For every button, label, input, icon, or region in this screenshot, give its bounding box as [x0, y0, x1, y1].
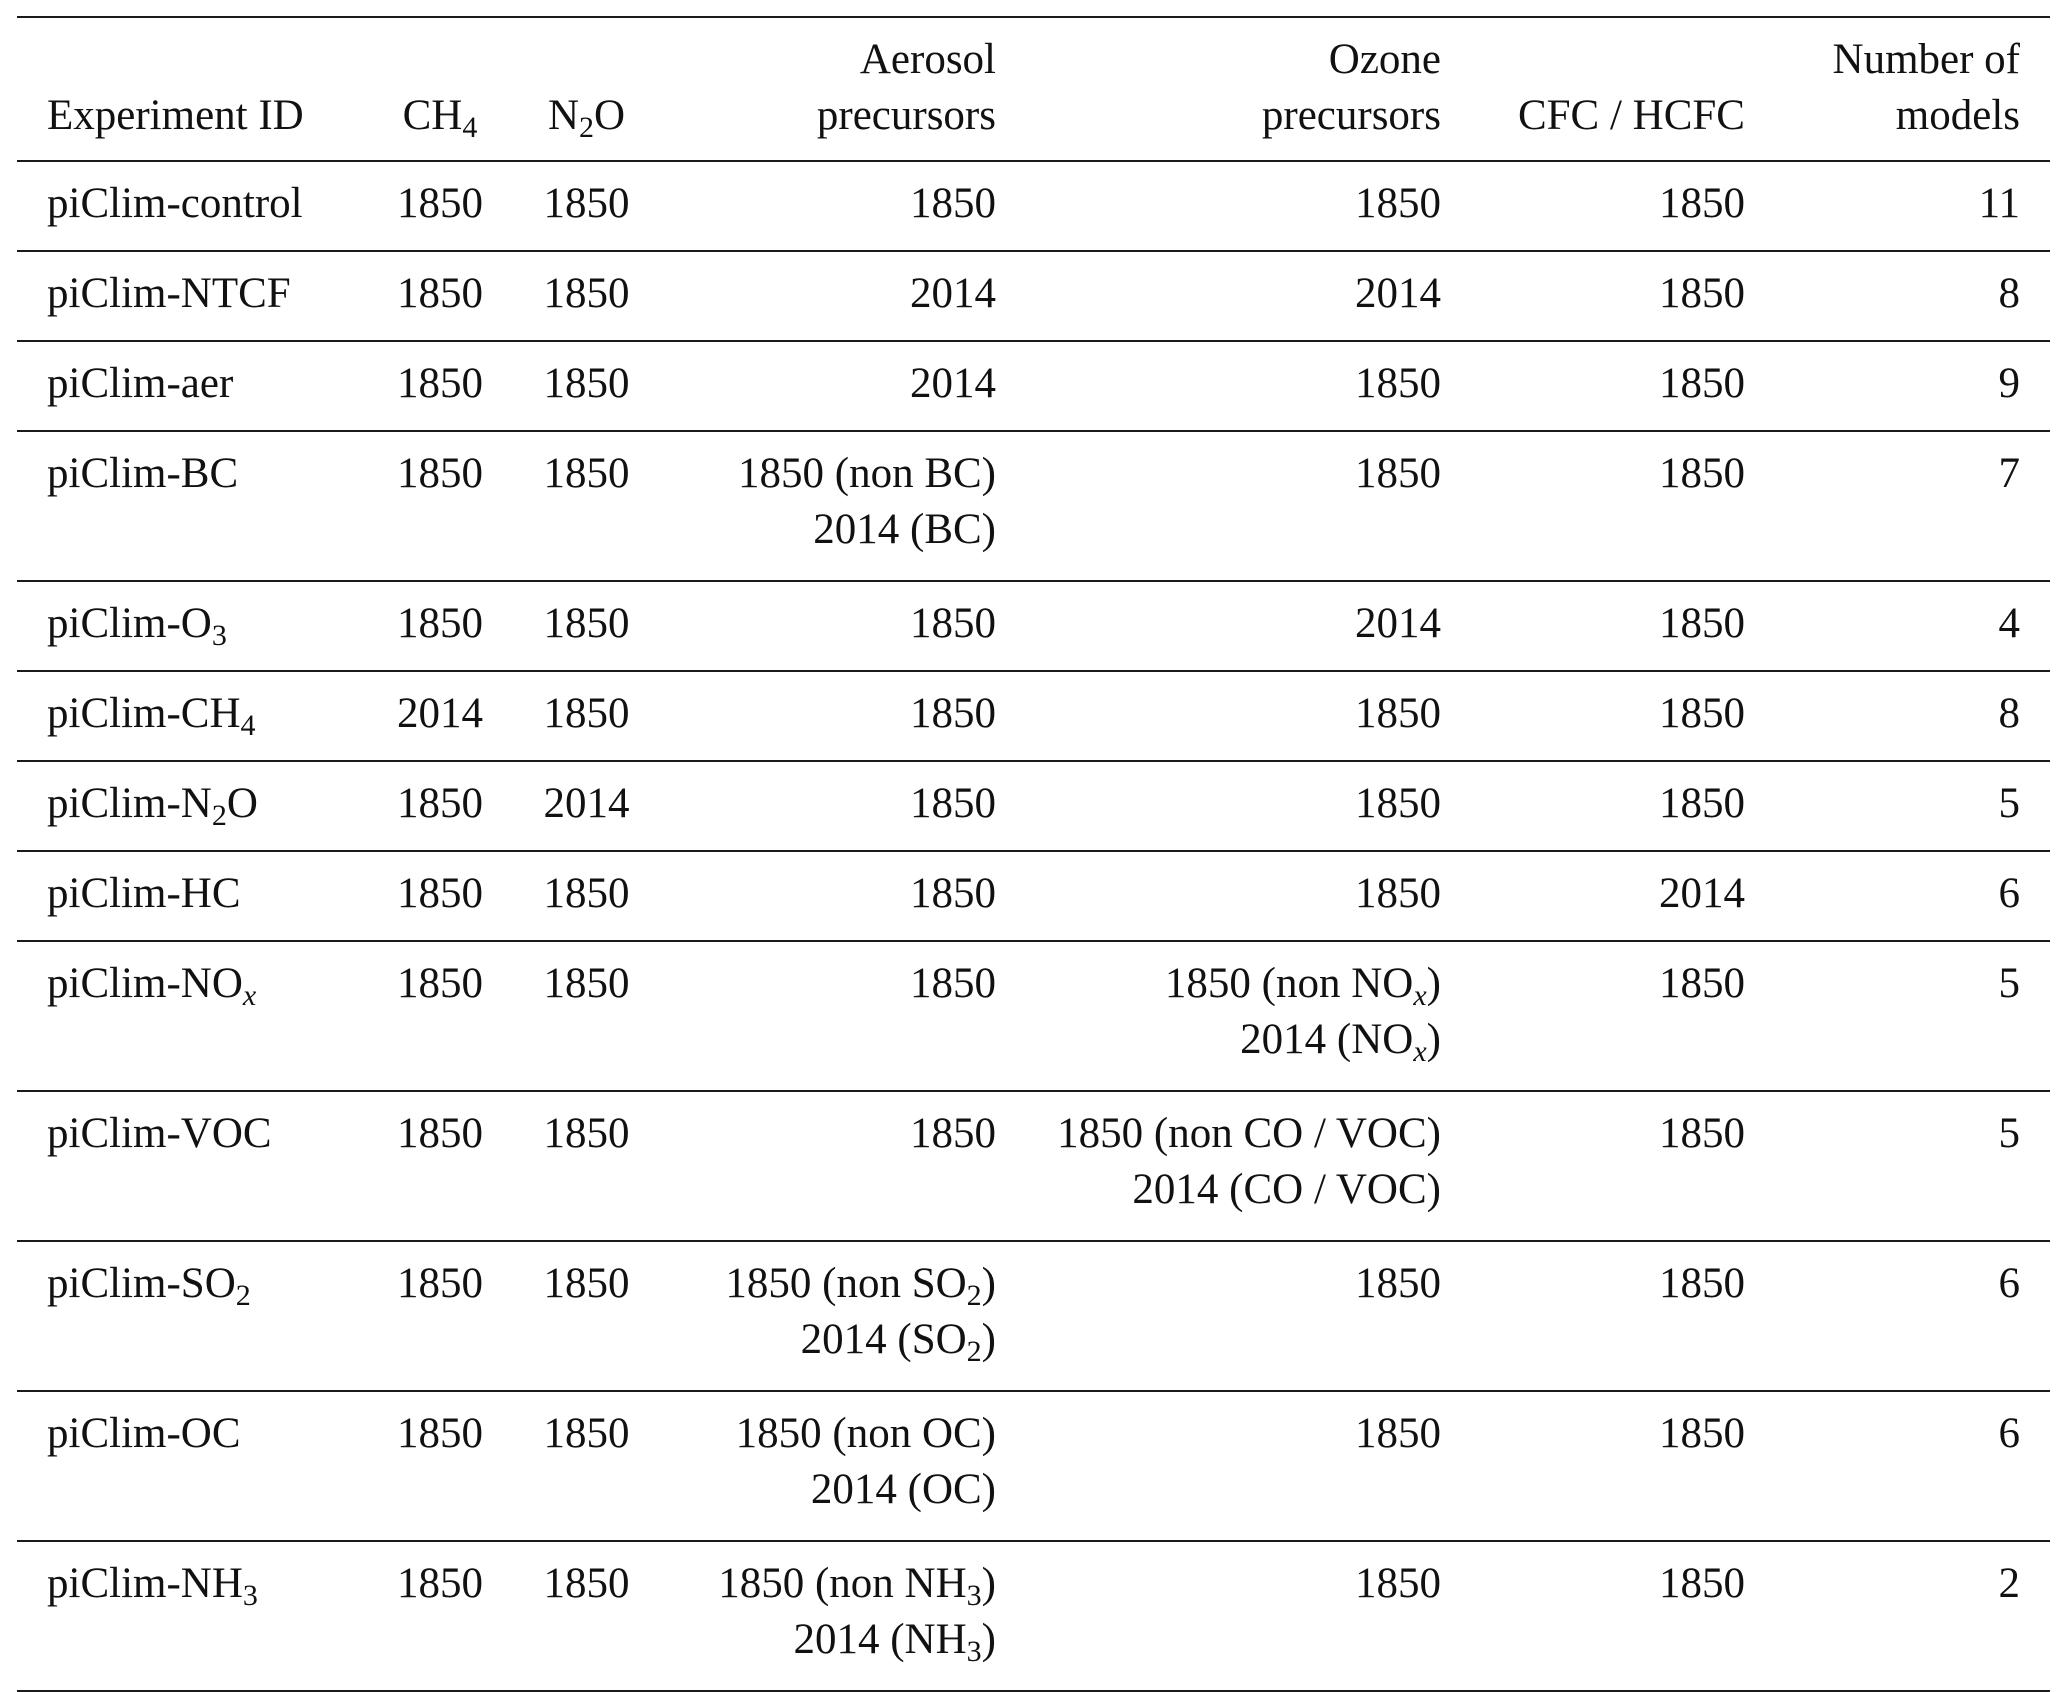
cell-experiment-id [17, 251, 365, 341]
cell-ozone-precursors-line: 1850 [1355, 1260, 1441, 1307]
header-ch4 [365, 17, 515, 161]
header-aerosol-precursors-line: precursors [816, 92, 996, 139]
cell-n2o [515, 251, 658, 341]
cell-n2o-value: 1850 [543, 270, 630, 317]
cell-aerosol-precursors-line: 1850 [910, 960, 996, 1007]
cell-n2o-value: 1850 [543, 1260, 630, 1307]
cell-number-of-models [1785, 251, 2050, 341]
cell-n2o [515, 161, 658, 251]
header-aerosol-precursors [658, 17, 1012, 161]
header-ozone-precursors [1012, 17, 1481, 161]
cell-n2o-value: 1850 [543, 1560, 630, 1607]
header-ozone-precursors-line: precursors [1261, 92, 1441, 139]
header-row [17, 17, 2050, 161]
cell-cfc-hcfc-value: 1850 [1659, 360, 1745, 407]
header-aerosol-precursors-line: Aerosol [859, 36, 996, 83]
cell-number-of-models-value: 11 [1978, 180, 2020, 227]
cell-ozone-precursors [1012, 1391, 1481, 1541]
cell-ch4-value: 1850 [397, 180, 483, 227]
cell-experiment-id [17, 1541, 365, 1691]
cell-number-of-models-value: 6 [1998, 870, 2020, 917]
cell-cfc-hcfc-value: 1850 [1659, 270, 1745, 317]
cell-number-of-models-value: 5 [1998, 1110, 2020, 1157]
cell-n2o-value: 1850 [543, 600, 630, 647]
cell-ch4-value: 1850 [397, 960, 483, 1007]
cell-ch4-value: 1850 [397, 1110, 483, 1157]
cell-ch4-value: 1850 [397, 1560, 483, 1607]
cell-number-of-models-value: 9 [1998, 360, 2020, 407]
cell-aerosol-precursors-line: 1850 [910, 1110, 996, 1157]
cell-experiment-id [17, 1091, 365, 1241]
cell-ozone-precursors-line: 2014 [1355, 270, 1441, 317]
cell-number-of-models [1785, 1091, 2050, 1241]
cell-aerosol-precursors [658, 1391, 1012, 1541]
cell-cfc-hcfc-value: 1850 [1659, 600, 1745, 647]
cell-ch4-value: 1850 [397, 600, 483, 647]
cell-n2o-value: 2014 [543, 780, 630, 827]
cell-ch4 [365, 581, 515, 671]
header-ch4-line: $CH_4$ [402, 92, 478, 144]
table-header [17, 17, 2050, 161]
cell-experiment-id [17, 851, 365, 941]
cell-ozone-precursors-line: 1850 [1355, 450, 1441, 497]
cell-n2o [515, 1541, 658, 1691]
table-row [17, 1091, 2050, 1241]
cell-cfc-hcfc [1481, 671, 1785, 761]
cell-n2o-value: 1850 [543, 1110, 630, 1157]
cell-ozone-precursors-line: 1850 [1355, 1560, 1441, 1607]
cell-aerosol-precursors-line: 1850 [910, 690, 996, 737]
table-row [17, 251, 2050, 341]
cell-number-of-models-value: 6 [1998, 1260, 2020, 1307]
cell-number-of-models [1785, 581, 2050, 671]
cell-cfc-hcfc [1481, 341, 1785, 431]
cell-aerosol-precursors [658, 431, 1012, 581]
cell-aerosol-precursors-line: 2014 $(SO_2)$ [800, 1316, 996, 1368]
cell-experiment-id [17, 341, 365, 431]
cell-aerosol-precursors-line: 1850 (non $NH_3$) [718, 1560, 996, 1612]
cell-cfc-hcfc [1481, 161, 1785, 251]
cell-experiment-id [17, 161, 365, 251]
cell-aerosol-precursors-line: 2014 (OC) [810, 1466, 996, 1513]
cell-cfc-hcfc [1481, 851, 1785, 941]
cell-aerosol-precursors-line: 1850 (non OC) [735, 1410, 996, 1457]
cell-aerosol-precursors-line: 2014 [910, 360, 996, 407]
cell-aerosol-precursors [658, 1091, 1012, 1241]
header-n2o-line: $N_2O$ [547, 92, 626, 144]
cell-experiment-id-value: piClim-NTCF [47, 270, 291, 317]
header-cfc-hcfc [1481, 17, 1785, 161]
cell-cfc-hcfc-value: 1850 [1659, 1410, 1745, 1457]
cell-ozone-precursors [1012, 341, 1481, 431]
cell-ozone-precursors-line: 1850 [1355, 360, 1441, 407]
cell-ozone-precursors-line: 2014 (CO / VOC) [1132, 1166, 1441, 1213]
cell-experiment-id [17, 761, 365, 851]
cell-number-of-models-value: 2 [1998, 1560, 2020, 1607]
cell-ozone-precursors-line: 1850 [1355, 180, 1441, 227]
cell-aerosol-precursors [658, 671, 1012, 761]
cell-number-of-models [1785, 941, 2050, 1091]
cell-ozone-precursors [1012, 161, 1481, 251]
cell-experiment-id [17, 581, 365, 671]
cell-cfc-hcfc [1481, 1391, 1785, 1541]
cell-ch4-value: 1850 [397, 780, 483, 827]
cell-cfc-hcfc-value: 2014 [1659, 870, 1745, 917]
table-row [17, 1241, 2050, 1391]
header-number-of-models [1785, 17, 2050, 161]
cell-experiment-id-value: piClim-BC [47, 450, 239, 497]
cell-aerosol-precursors [658, 161, 1012, 251]
table-row [17, 161, 2050, 251]
cell-experiment-id-value: piClim-OC [47, 1410, 241, 1457]
cell-aerosol-precursors-line: 1850 [910, 870, 996, 917]
cell-cfc-hcfc [1481, 251, 1785, 341]
cell-cfc-hcfc-value: 1850 [1659, 180, 1745, 227]
cell-number-of-models [1785, 671, 2050, 761]
cell-n2o [515, 851, 658, 941]
cell-ch4 [365, 341, 515, 431]
cell-experiment-id [17, 941, 365, 1091]
cell-experiment-id [17, 671, 365, 761]
cell-ch4 [365, 251, 515, 341]
cell-aerosol-precursors-line: 1850 (non BC) [738, 450, 996, 497]
cell-aerosol-precursors [658, 251, 1012, 341]
table-row [17, 671, 2050, 761]
table-row [17, 581, 2050, 671]
cell-aerosol-precursors [658, 1241, 1012, 1391]
cell-ozone-precursors [1012, 251, 1481, 341]
cell-ch4-value: 2014 [397, 690, 483, 737]
cell-n2o-value: 1850 [543, 360, 630, 407]
cell-cfc-hcfc-value: 1850 [1659, 780, 1745, 827]
cell-n2o [515, 341, 658, 431]
cell-ozone-precursors [1012, 671, 1481, 761]
cell-ozone-precursors-line: 1850 [1355, 870, 1441, 917]
cell-ch4 [365, 431, 515, 581]
cell-number-of-models [1785, 161, 2050, 251]
cell-n2o [515, 761, 658, 851]
cell-experiment-id-value: piClim-$NH_3$ [47, 1560, 258, 1612]
cell-n2o [515, 431, 658, 581]
cell-ozone-precursors-line: 1850 (non CO / VOC) [1057, 1110, 1441, 1157]
cell-number-of-models-value: 5 [1998, 780, 2020, 827]
cell-n2o-value: 1850 [543, 870, 630, 917]
header-experiment-id [17, 17, 365, 161]
cell-number-of-models [1785, 761, 2050, 851]
cell-aerosol-precursors-line: 1850 [910, 780, 996, 827]
cell-n2o-value: 1850 [543, 450, 630, 497]
cell-number-of-models-value: 7 [1998, 450, 2020, 497]
cell-number-of-models-value: 4 [1998, 600, 2020, 647]
header-experiment-id-line: Experiment ID [47, 92, 304, 139]
cell-ozone-precursors [1012, 761, 1481, 851]
cell-ozone-precursors-line: 2014 $(NO_x)$ [1240, 1016, 1441, 1068]
cell-ch4-value: 1850 [397, 1260, 483, 1307]
cell-cfc-hcfc-value: 1850 [1659, 1260, 1745, 1307]
cell-experiment-id [17, 1241, 365, 1391]
cell-number-of-models [1785, 1541, 2050, 1691]
cell-experiment-id-value: piClim-$N_2O$ [47, 780, 258, 832]
cell-aerosol-precursors-line: 2014 $(NH_3)$ [793, 1616, 996, 1668]
header-ozone-precursors-line: Ozone [1328, 36, 1441, 83]
cell-cfc-hcfc [1481, 1091, 1785, 1241]
cell-n2o [515, 1391, 658, 1541]
cell-n2o [515, 671, 658, 761]
cell-ch4 [365, 941, 515, 1091]
cell-number-of-models [1785, 1241, 2050, 1391]
cell-n2o [515, 1091, 658, 1241]
cell-experiment-id-value: piClim-$O_3$ [47, 600, 227, 652]
cell-experiment-id-value: piClim-$SO_2$ [47, 1260, 251, 1312]
cell-ch4 [365, 1541, 515, 1691]
table-row [17, 1391, 2050, 1541]
cell-ozone-precursors [1012, 431, 1481, 581]
table-row [17, 1541, 2050, 1691]
table-row [17, 761, 2050, 851]
cell-ch4-value: 1850 [397, 1410, 483, 1457]
cell-ozone-precursors-line: 1850 (non $NO_x$) [1164, 960, 1441, 1012]
cell-cfc-hcfc-value: 1850 [1659, 690, 1745, 737]
header-n2o [515, 17, 658, 161]
cell-ozone-precursors [1012, 1241, 1481, 1391]
cell-cfc-hcfc [1481, 1541, 1785, 1691]
cell-number-of-models-value: 8 [1998, 270, 2020, 317]
experiment-table [17, 16, 2050, 1692]
experiment-table-container [17, 16, 2050, 1692]
cell-number-of-models [1785, 341, 2050, 431]
cell-n2o-value: 1850 [543, 960, 630, 1007]
cell-ch4 [365, 161, 515, 251]
cell-n2o-value: 1850 [543, 180, 630, 227]
cell-aerosol-precursors [658, 941, 1012, 1091]
cell-cfc-hcfc [1481, 431, 1785, 581]
cell-ch4 [365, 851, 515, 941]
cell-ch4-value: 1850 [397, 360, 483, 407]
cell-ch4-value: 1850 [397, 870, 483, 917]
cell-number-of-models-value: 5 [1998, 960, 2020, 1007]
cell-number-of-models-value: 6 [1998, 1410, 2020, 1457]
table-row [17, 431, 2050, 581]
cell-aerosol-precursors-line: 1850 [910, 180, 996, 227]
cell-aerosol-precursors-line: 1850 (non $SO_2$) [725, 1260, 996, 1312]
cell-experiment-id-value: piClim-$NO_x$ [47, 960, 257, 1012]
cell-ch4 [365, 1241, 515, 1391]
cell-ch4 [365, 1091, 515, 1241]
cell-ozone-precursors-line: 1850 [1355, 1410, 1441, 1457]
cell-experiment-id-value: piClim-control [47, 180, 303, 227]
cell-ozone-precursors [1012, 851, 1481, 941]
cell-aerosol-precursors [658, 581, 1012, 671]
cell-n2o [515, 581, 658, 671]
header-cfc-hcfc-line: CFC / HCFC [1517, 92, 1745, 139]
cell-ch4 [365, 761, 515, 851]
cell-aerosol-precursors-line: 2014 [910, 270, 996, 317]
cell-experiment-id-value: piClim-HC [47, 870, 241, 917]
cell-aerosol-precursors-line: 1850 [910, 600, 996, 647]
cell-experiment-id [17, 431, 365, 581]
cell-experiment-id-value: piClim-VOC [47, 1110, 272, 1157]
cell-ch4-value: 1850 [397, 450, 483, 497]
cell-aerosol-precursors [658, 341, 1012, 431]
cell-aerosol-precursors [658, 851, 1012, 941]
cell-ozone-precursors [1012, 1541, 1481, 1691]
cell-aerosol-precursors [658, 1541, 1012, 1691]
table-row [17, 341, 2050, 431]
cell-ch4 [365, 1391, 515, 1541]
cell-n2o [515, 1241, 658, 1391]
cell-cfc-hcfc-value: 1850 [1659, 960, 1745, 1007]
table-row [17, 941, 2050, 1091]
cell-number-of-models [1785, 1391, 2050, 1541]
cell-cfc-hcfc [1481, 941, 1785, 1091]
cell-ch4 [365, 671, 515, 761]
cell-ch4-value: 1850 [397, 270, 483, 317]
cell-cfc-hcfc [1481, 1241, 1785, 1391]
cell-ozone-precursors [1012, 1091, 1481, 1241]
cell-cfc-hcfc-value: 1850 [1659, 1560, 1745, 1607]
cell-n2o [515, 941, 658, 1091]
header-number-of-models-line: models [1895, 92, 2020, 139]
cell-cfc-hcfc-value: 1850 [1659, 1110, 1745, 1157]
cell-cfc-hcfc [1481, 581, 1785, 671]
cell-number-of-models [1785, 851, 2050, 941]
cell-ozone-precursors-line: 1850 [1355, 780, 1441, 827]
cell-aerosol-precursors [658, 761, 1012, 851]
cell-ozone-precursors [1012, 941, 1481, 1091]
cell-n2o-value: 1850 [543, 690, 630, 737]
cell-ozone-precursors [1012, 581, 1481, 671]
table-row [17, 851, 2050, 941]
cell-experiment-id [17, 1391, 365, 1541]
header-number-of-models-line: Number of [1832, 36, 2020, 83]
cell-ozone-precursors-line: 2014 [1355, 600, 1441, 647]
table-body [17, 161, 2050, 1691]
cell-aerosol-precursors-line: 2014 (BC) [813, 506, 996, 553]
cell-number-of-models [1785, 431, 2050, 581]
cell-experiment-id-value: piClim-aer [47, 360, 234, 407]
cell-cfc-hcfc [1481, 761, 1785, 851]
cell-experiment-id-value: piClim-$CH_4$ [47, 690, 256, 742]
cell-number-of-models-value: 8 [1998, 690, 2020, 737]
cell-n2o-value: 1850 [543, 1410, 630, 1457]
cell-ozone-precursors-line: 1850 [1355, 690, 1441, 737]
cell-cfc-hcfc-value: 1850 [1659, 450, 1745, 497]
